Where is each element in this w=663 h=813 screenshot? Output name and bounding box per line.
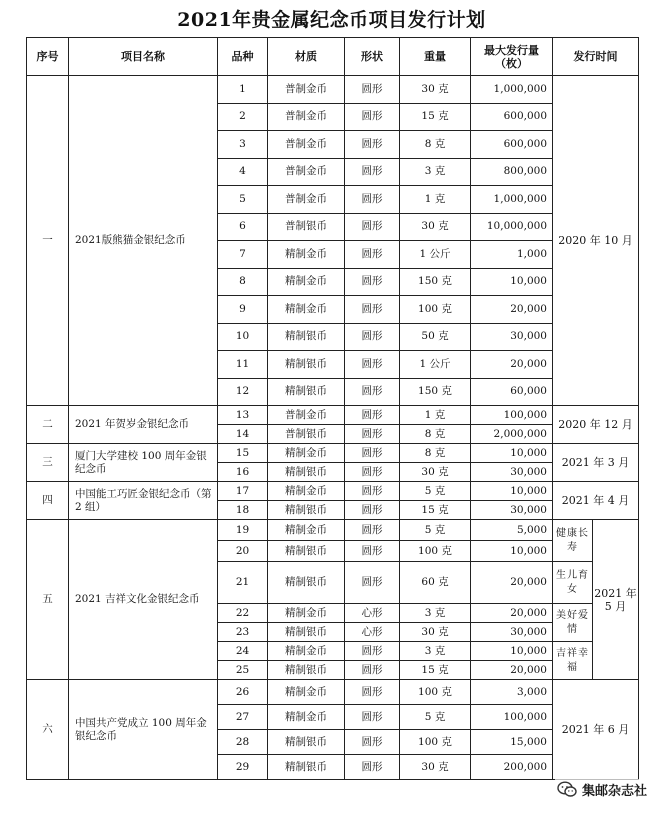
group-index: 一 — [27, 76, 69, 406]
material: 精制银币 — [268, 541, 345, 562]
shape: 圆形 — [345, 158, 400, 186]
header-project: 项目名称 — [69, 38, 218, 76]
max-issue: 10,000 — [471, 541, 553, 562]
variety-no: 18 — [218, 501, 268, 520]
weight: 8 克 — [400, 131, 471, 159]
variety-no: 19 — [218, 520, 268, 541]
weight: 15 克 — [400, 661, 471, 680]
variety-no: 10 — [218, 323, 268, 351]
header-shape: 形状 — [345, 38, 400, 76]
max-issue: 1,000,000 — [471, 186, 553, 214]
shape: 心形 — [345, 623, 400, 642]
weight: 5 克 — [400, 520, 471, 541]
header-row — [27, 38, 639, 76]
shape: 圆形 — [345, 268, 400, 296]
max-issue: 10,000 — [471, 444, 553, 463]
shape: 圆形 — [345, 296, 400, 324]
variety-no: 4 — [218, 158, 268, 186]
variety-no: 27 — [218, 705, 268, 730]
weight: 50 克 — [400, 323, 471, 351]
variety-no: 13 — [218, 406, 268, 425]
material: 精制金币 — [268, 642, 345, 661]
max-issue: 100,000 — [471, 406, 553, 425]
max-issue: 60,000 — [471, 378, 553, 406]
table-row — [27, 444, 639, 463]
max-issue: 10,000 — [471, 482, 553, 501]
variety-no: 23 — [218, 623, 268, 642]
theme-label: 生儿育女 — [553, 562, 593, 604]
shape: 圆形 — [345, 378, 400, 406]
max-issue: 100,000 — [471, 705, 553, 730]
weight: 100 克 — [400, 730, 471, 755]
weight: 1 公斤 — [400, 241, 471, 269]
issue-date: 2021 年 3 月 — [553, 444, 639, 482]
material: 精制金币 — [268, 604, 345, 623]
shape: 圆形 — [345, 323, 400, 351]
header-max-issue-line1: 最大发行量 — [484, 43, 539, 57]
material: 普制金币 — [268, 158, 345, 186]
table-row — [27, 680, 639, 705]
shape: 圆形 — [345, 213, 400, 241]
max-issue: 600,000 — [471, 131, 553, 159]
project-name: 2021 吉祥文化金银纪念币 — [69, 520, 218, 680]
material: 精制银币 — [268, 755, 345, 780]
max-issue: 2,000,000 — [471, 425, 553, 444]
header-variety: 品种 — [218, 38, 268, 76]
material: 精制金币 — [268, 705, 345, 730]
shape: 圆形 — [345, 705, 400, 730]
project-name: 中国共产党成立 100 周年金银纪念币 — [69, 680, 218, 780]
variety-no: 14 — [218, 425, 268, 444]
weight: 3 克 — [400, 604, 471, 623]
issue-date: 2021 年 4 月 — [553, 482, 639, 520]
weight: 1 克 — [400, 406, 471, 425]
max-issue: 30,000 — [471, 323, 553, 351]
weight: 5 克 — [400, 482, 471, 501]
project-name: 2021版熊猫金银纪念币 — [69, 76, 218, 406]
weight: 8 克 — [400, 425, 471, 444]
max-issue: 20,000 — [471, 661, 553, 680]
shape: 圆形 — [345, 680, 400, 705]
issue-date: 2020 年 10 月 — [553, 76, 639, 406]
shape: 圆形 — [345, 501, 400, 520]
max-issue: 1,000 — [471, 241, 553, 269]
variety-no: 9 — [218, 296, 268, 324]
weight: 150 克 — [400, 268, 471, 296]
group-index: 四 — [27, 482, 69, 520]
table-row — [27, 76, 639, 104]
material: 精制银币 — [268, 730, 345, 755]
variety-no: 8 — [218, 268, 268, 296]
issue-date: 2020 年 12 月 — [553, 406, 639, 444]
max-issue: 200,000 — [471, 755, 553, 780]
shape: 圆形 — [345, 482, 400, 501]
max-issue: 20,000 — [471, 562, 553, 604]
header-max-issue — [471, 38, 553, 76]
variety-no: 16 — [218, 463, 268, 482]
variety-no: 22 — [218, 604, 268, 623]
variety-no: 24 — [218, 642, 268, 661]
material: 普制金币 — [268, 406, 345, 425]
header-weight: 重量 — [400, 38, 471, 76]
variety-no: 21 — [218, 562, 268, 604]
variety-no: 1 — [218, 76, 268, 104]
max-issue: 20,000 — [471, 296, 553, 324]
group-index: 六 — [27, 680, 69, 780]
shape: 圆形 — [345, 755, 400, 780]
max-issue: 5,000 — [471, 520, 553, 541]
weight: 60 克 — [400, 562, 471, 604]
shape: 圆形 — [345, 642, 400, 661]
material: 精制金币 — [268, 296, 345, 324]
max-issue: 800,000 — [471, 158, 553, 186]
material: 精制银币 — [268, 562, 345, 604]
material: 精制金币 — [268, 680, 345, 705]
project-name: 中国能工巧匠金银纪念币（第 2 组） — [69, 482, 218, 520]
table-row — [27, 406, 639, 425]
max-issue: 30,000 — [471, 623, 553, 642]
material: 精制金币 — [268, 241, 345, 269]
header-issue-date: 发行时间 — [553, 38, 639, 76]
shape: 圆形 — [345, 406, 400, 425]
shape: 圆形 — [345, 463, 400, 482]
watermark — [555, 779, 649, 800]
material: 精制银币 — [268, 463, 345, 482]
variety-no: 20 — [218, 541, 268, 562]
weight: 8 克 — [400, 444, 471, 463]
header-max-issue-line2: （枚） — [495, 56, 528, 70]
issue-date: 2021 年 6 月 — [553, 680, 639, 780]
variety-no: 6 — [218, 213, 268, 241]
shape: 圆形 — [345, 186, 400, 214]
variety-no: 2 — [218, 103, 268, 131]
weight: 100 克 — [400, 680, 471, 705]
variety-no: 7 — [218, 241, 268, 269]
coin-issuance-table — [26, 37, 639, 780]
theme-label: 吉祥幸福 — [553, 642, 593, 680]
max-issue: 3,000 — [471, 680, 553, 705]
weight: 30 克 — [400, 755, 471, 780]
variety-no: 3 — [218, 131, 268, 159]
table-row — [27, 482, 639, 501]
material: 精制金币 — [268, 444, 345, 463]
max-issue: 30,000 — [471, 463, 553, 482]
project-name: 2021 年贺岁金银纪念币 — [69, 406, 218, 444]
shape: 心形 — [345, 604, 400, 623]
max-issue: 20,000 — [471, 604, 553, 623]
weight: 3 克 — [400, 158, 471, 186]
material: 普制金币 — [268, 103, 345, 131]
weight: 1 克 — [400, 186, 471, 214]
material: 精制银币 — [268, 661, 345, 680]
weight: 3 克 — [400, 642, 471, 661]
shape: 圆形 — [345, 103, 400, 131]
table-row — [27, 520, 639, 541]
weight: 30 克 — [400, 623, 471, 642]
variety-no: 5 — [218, 186, 268, 214]
variety-no: 26 — [218, 680, 268, 705]
variety-no: 29 — [218, 755, 268, 780]
variety-no: 25 — [218, 661, 268, 680]
shape: 圆形 — [345, 241, 400, 269]
weight: 30 克 — [400, 213, 471, 241]
variety-no: 11 — [218, 351, 268, 379]
material: 精制银币 — [268, 323, 345, 351]
group-index: 二 — [27, 406, 69, 444]
weight: 5 克 — [400, 705, 471, 730]
material: 精制银币 — [268, 351, 345, 379]
max-issue: 10,000 — [471, 642, 553, 661]
weight: 100 克 — [400, 541, 471, 562]
theme-label: 健康长寿 — [553, 520, 593, 562]
material: 精制金币 — [268, 482, 345, 501]
max-issue: 1,000,000 — [471, 76, 553, 104]
header-index: 序号 — [27, 38, 69, 76]
max-issue: 10,000 — [471, 268, 553, 296]
header-material: 材质 — [268, 38, 345, 76]
shape: 圆形 — [345, 661, 400, 680]
material: 精制金币 — [268, 268, 345, 296]
project-name: 厦门大学建校 100 周年金银纪念币 — [69, 444, 218, 482]
material: 精制银币 — [268, 378, 345, 406]
weight: 150 克 — [400, 378, 471, 406]
shape: 圆形 — [345, 562, 400, 604]
shape: 圆形 — [345, 76, 400, 104]
material: 普制金币 — [268, 76, 345, 104]
shape: 圆形 — [345, 541, 400, 562]
weight: 100 克 — [400, 296, 471, 324]
material: 普制银币 — [268, 213, 345, 241]
max-issue: 30,000 — [471, 501, 553, 520]
watermark-text: 集邮杂志社 — [581, 784, 647, 799]
weight: 1 公斤 — [400, 351, 471, 379]
group-index: 三 — [27, 444, 69, 482]
shape: 圆形 — [345, 425, 400, 444]
issue-date: 2021 年 5 月 — [593, 520, 639, 680]
variety-no: 28 — [218, 730, 268, 755]
shape: 圆形 — [345, 131, 400, 159]
material: 精制银币 — [268, 501, 345, 520]
wechat-icon — [557, 781, 577, 798]
weight: 15 克 — [400, 501, 471, 520]
material: 精制金币 — [268, 520, 345, 541]
material: 普制金币 — [268, 131, 345, 159]
max-issue: 10,000,000 — [471, 213, 553, 241]
material: 普制金币 — [268, 186, 345, 214]
shape: 圆形 — [345, 730, 400, 755]
weight: 30 克 — [400, 463, 471, 482]
material: 精制银币 — [268, 623, 345, 642]
shape: 圆形 — [345, 351, 400, 379]
theme-label: 美好爱情 — [553, 604, 593, 642]
max-issue: 20,000 — [471, 351, 553, 379]
shape: 圆形 — [345, 444, 400, 463]
group-index: 五 — [27, 520, 69, 680]
max-issue: 15,000 — [471, 730, 553, 755]
variety-no: 12 — [218, 378, 268, 406]
material: 普制银币 — [268, 425, 345, 444]
document-title: 2021年贵金属纪念币项目发行计划 — [177, 9, 486, 31]
variety-no: 15 — [218, 444, 268, 463]
max-issue: 600,000 — [471, 103, 553, 131]
weight: 15 克 — [400, 103, 471, 131]
shape: 圆形 — [345, 520, 400, 541]
variety-no: 17 — [218, 482, 268, 501]
weight: 30 克 — [400, 76, 471, 104]
